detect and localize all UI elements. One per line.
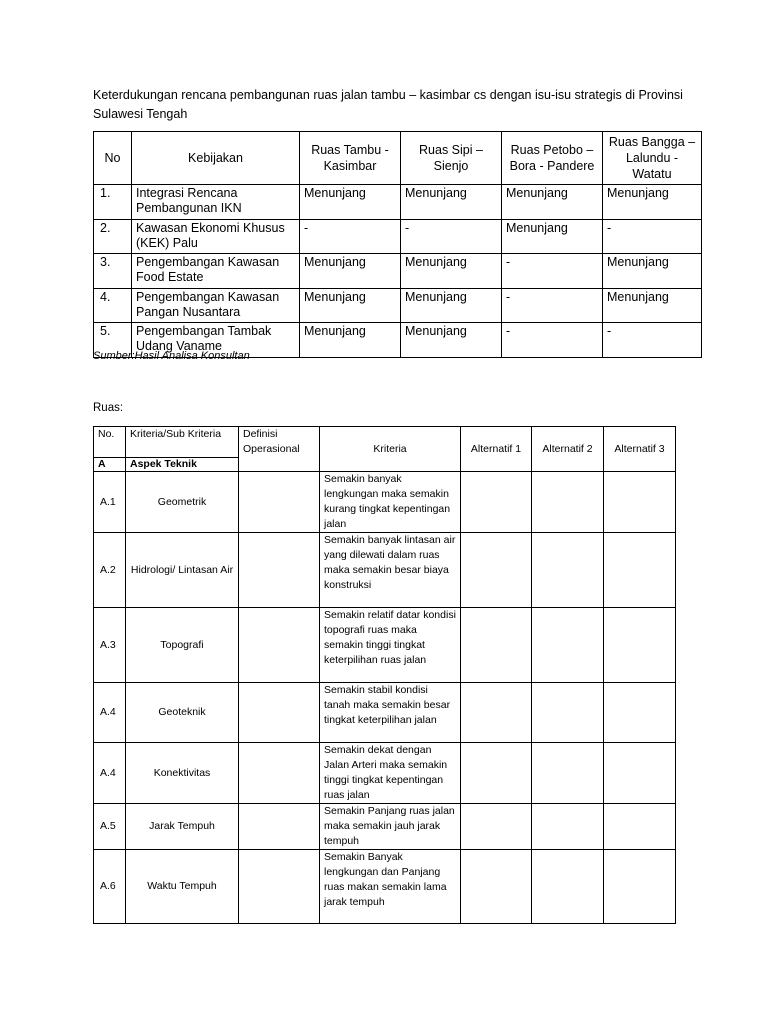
ruas-label: Ruas: xyxy=(93,402,124,414)
row-alternatif-2-cell xyxy=(532,804,604,850)
table-row xyxy=(94,472,676,533)
row-alternatif-3-cell xyxy=(604,472,676,533)
row-definisi-cell xyxy=(239,743,320,804)
row-value: - xyxy=(401,219,502,254)
row-alternatif-2-cell xyxy=(532,472,604,533)
row-value: Menunjang xyxy=(603,185,702,220)
row-value: Menunjang xyxy=(401,185,502,220)
row-alternatif-1-cell xyxy=(461,683,532,743)
row-alternatif-2-cell xyxy=(532,608,604,683)
table-row xyxy=(94,683,676,743)
document-title: Keterdukungan rencana pembangunan ruas jalan tambu – kasimbar cs dengan isu-isu strategis di Provinsi Sulawesi Tengah xyxy=(93,88,683,121)
table-row xyxy=(94,254,702,289)
row-alternatif-2-cell xyxy=(532,683,604,743)
table-row xyxy=(94,219,702,254)
header-ruas-petobo: Ruas Petobo – Bora - Pandere xyxy=(502,132,603,185)
row-no: 3. xyxy=(94,254,132,289)
row-no: A.3 xyxy=(94,608,126,683)
row-definisi-cell xyxy=(239,472,320,533)
header-ruas-bangga: Ruas Bangga – Lalundu - Watatu xyxy=(603,132,702,185)
row-criteria-name: Jarak Tempuh xyxy=(126,804,239,850)
row-value: Menunjang xyxy=(603,254,702,289)
header-kriteria-sub: Kriteria/Sub Kriteria xyxy=(126,427,239,458)
header-no: No xyxy=(94,132,132,185)
row-value: - xyxy=(300,219,401,254)
table-header-row xyxy=(94,427,676,458)
row-value: Menunjang xyxy=(300,288,401,323)
row-value: - xyxy=(603,323,702,358)
section-code: A xyxy=(94,458,126,472)
row-criteria-text: Semakin Banyak lengkungan dan Panjang ruas makan semakin lama jarak tempuh xyxy=(320,850,461,924)
row-value: Menunjang xyxy=(401,288,502,323)
row-alternatif-3-cell xyxy=(604,533,676,608)
header-ruas-sipi: Ruas Sipi – Sienjo xyxy=(401,132,502,185)
row-alternatif-1-cell xyxy=(461,743,532,804)
row-no: A.4 xyxy=(94,743,126,804)
header-kebijakan: Kebijakan xyxy=(132,132,300,185)
row-definisi-cell xyxy=(239,533,320,608)
row-alternatif-1-cell xyxy=(461,850,532,924)
row-criteria-name: Geoteknik xyxy=(126,683,239,743)
header-alternatif-2: Alternatif 2 xyxy=(532,427,604,472)
table-row xyxy=(94,850,676,924)
row-alternatif-2-cell xyxy=(532,533,604,608)
header-alternatif-1: Alternatif 1 xyxy=(461,427,532,472)
row-criteria-name: Hidrologi/ Lintasan Air xyxy=(126,533,239,608)
row-definisi-cell xyxy=(239,608,320,683)
row-alternatif-3-cell xyxy=(604,608,676,683)
row-no: 4. xyxy=(94,288,132,323)
header-ruas-tambu: Ruas Tambu - Kasimbar xyxy=(300,132,401,185)
row-criteria-text: Semakin dekat dengan Jalan Arteri maka semakin tinggi tingkat kepentingan ruas jalan xyxy=(320,743,461,804)
row-criteria-name: Geometrik xyxy=(126,472,239,533)
row-no: A.1 xyxy=(94,472,126,533)
row-criteria-text: Semakin Panjang ruas jalan maka semakin jauh jarak tempuh xyxy=(320,804,461,850)
row-criteria-text: Semakin stabil kondisi tanah maka semakin besar tingkat keterpilihan jalan xyxy=(320,683,461,743)
header-no: No. xyxy=(94,427,126,458)
header-kriteria: Kriteria xyxy=(320,427,461,472)
row-no: A.5 xyxy=(94,804,126,850)
row-definisi-cell xyxy=(239,683,320,743)
row-alternatif-1-cell xyxy=(461,608,532,683)
table-source-note: Sumber:Hasil Analisa Konsultan xyxy=(93,350,250,362)
row-value: Menunjang xyxy=(300,254,401,289)
row-no: 5. xyxy=(94,323,132,358)
row-alternatif-3-cell xyxy=(604,804,676,850)
row-no: 1. xyxy=(94,185,132,220)
row-kebijakan: Pengembangan Kawasan Pangan Nusantara xyxy=(132,288,300,323)
row-kebijakan: Integrasi Rencana Pembangunan IKN xyxy=(132,185,300,220)
row-alternatif-3-cell xyxy=(604,743,676,804)
row-value: Menunjang xyxy=(300,323,401,358)
row-alternatif-3-cell xyxy=(604,683,676,743)
row-criteria-name: Topografi xyxy=(126,608,239,683)
row-value: - xyxy=(603,219,702,254)
policy-support-table xyxy=(93,131,702,358)
table-row xyxy=(94,185,702,220)
row-kebijakan: Pengembangan Tambak Udang Vaname xyxy=(132,323,300,358)
row-criteria-text: Semakin relatif datar kondisi topografi ruas maka semakin tinggi tingkat keterpilihan ruas jalan xyxy=(320,608,461,683)
row-alternatif-1-cell xyxy=(461,472,532,533)
table-header-row xyxy=(94,132,702,185)
row-alternatif-1-cell xyxy=(461,804,532,850)
table-row xyxy=(94,288,702,323)
row-value: - xyxy=(502,254,603,289)
row-kebijakan: Pengembangan Kawasan Food Estate xyxy=(132,254,300,289)
row-alternatif-2-cell xyxy=(532,743,604,804)
criteria-table xyxy=(93,426,676,924)
row-value: Menunjang xyxy=(401,254,502,289)
row-value: Menunjang xyxy=(502,185,603,220)
header-definisi: Definisi Operasional xyxy=(239,427,320,472)
row-value: - xyxy=(502,323,603,358)
row-value: - xyxy=(502,288,603,323)
row-alternatif-2-cell xyxy=(532,850,604,924)
row-definisi-cell xyxy=(239,804,320,850)
row-value: Menunjang xyxy=(502,219,603,254)
section-name: Aspek Teknik xyxy=(126,458,239,472)
table-row xyxy=(94,743,676,804)
row-criteria-text: Semakin banyak lengkungan maka semakin kurang tingkat kepentingan jalan xyxy=(320,472,461,533)
table-row xyxy=(94,804,676,850)
row-kebijakan: Kawasan Ekonomi Khusus (KEK) Palu xyxy=(132,219,300,254)
row-criteria-name: Konektivitas xyxy=(126,743,239,804)
row-no: A.4 xyxy=(94,683,126,743)
row-definisi-cell xyxy=(239,850,320,924)
row-no: 2. xyxy=(94,219,132,254)
row-criteria-text: Semakin banyak lintasan air yang dilewati dalam ruas maka semakin besar biaya konstruksi xyxy=(320,533,461,608)
row-value: Menunjang xyxy=(603,288,702,323)
row-no: A.2 xyxy=(94,533,126,608)
table-row xyxy=(94,533,676,608)
header-alternatif-3: Alternatif 3 xyxy=(604,427,676,472)
row-value: Menunjang xyxy=(401,323,502,358)
row-alternatif-1-cell xyxy=(461,533,532,608)
row-criteria-name: Waktu Tempuh xyxy=(126,850,239,924)
row-value: Menunjang xyxy=(300,185,401,220)
row-no: A.6 xyxy=(94,850,126,924)
table-row xyxy=(94,608,676,683)
row-alternatif-3-cell xyxy=(604,850,676,924)
